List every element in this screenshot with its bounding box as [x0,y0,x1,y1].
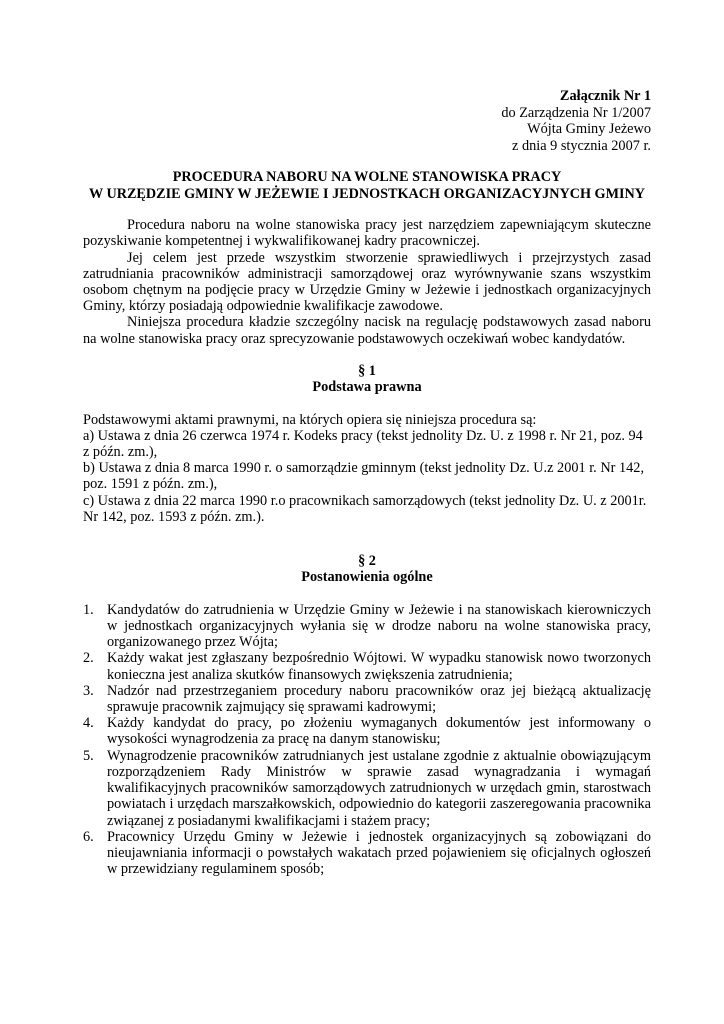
annex-date: z dnia 9 stycznia 2007 r. [512,137,651,154]
list-item [83,715,651,748]
list-item [83,650,651,683]
annex-number: Załącznik Nr 1 [559,88,651,104]
list-item-text: Nadzór nad przestrzeganiem procedury naboru pracowników oraz jej bieżącą aktualizację sprawuje pracownik zajmujący się sprawami kadrowymi; [107,682,651,716]
list-item-text: Każdy wakat jest zgłaszany bezpośrednio Wójtowi. W wypadku stanowisk nowo tworzonych konieczna jest analiza skutków finansowych zwiększenia zatrudnienia; [107,650,651,683]
list-item-number: 1. [83,601,94,618]
intro-paragraph-2: Jej celem jest przede wszystkim stworzenie sprawiedliwych i przejrzystych zasad zatrudniania pracowników administracji samorządowej oraz wyrównywanie szans wszystkim osobom chętnym na podjęcie pracy w Urzędzie Gminy w Jeżewie i jednostkach organizacyjnych Gminy, którzy posiadają odpowiednie kwalifikacje zawodowe. [83,249,651,315]
section-2-header [83,553,651,586]
legal-act-a-line-2: z późn. zm.), [83,444,158,461]
list-item-text: Każdy kandydat do pracy, po złożeniu wymaganych dokumentów jest informowany o wysokości wynagrodzenia za pracę na danym stanowisku; [107,715,651,748]
list-item-number: 2. [83,650,94,667]
list-item-number: 5. [83,747,94,764]
list-item [83,682,651,716]
list-item-number: 4. [83,715,94,732]
list-item [83,828,651,878]
legal-act-b-line-1: b) Ustawa z dnia 8 marca 1990 r. o samorządzie gminnym (tekst jednolity Dz. U.z 2001 r. Nr 142, [83,460,645,477]
section-1-heading: Podstawa prawna [312,379,422,396]
document-page [83,88,651,877]
section-1-header [83,363,651,396]
section-2-heading: Postanowienia ogólne [301,569,433,586]
document-title [83,169,651,202]
intro-paragraph-1: Procedura naboru na wolne stanowiska pracy jest narzędziem zapewniającym skuteczne pozyskiwanie kompetentnej i wykwalifikowanej kadry pracowniczej. [83,217,651,250]
legal-act-c-line-2: Nr 142, poz. 1593 z późn. zm.). [83,508,265,525]
list-item [83,601,651,651]
annex-issuer: Wójta Gminy Jeżewo [527,121,651,138]
list-item-number: 3. [83,682,94,699]
legal-act-c-line-1: c) Ustawa z dnia 22 marca 1990 r.o pracownikach samorządowych (tekst jednolity Dz. U. z 2001r. [83,492,647,509]
legal-basis [83,412,651,525]
intro-section [83,217,651,347]
list-item-text: Wynagrodzenie pracowników zatrudnianych jest ustalane zgodnie z aktualnie obowiązującym rozporządzeniem Rady Ministrów w sprawie zasad wynagradzania i wymagań kwalifikacyjnych pracowników samorządowych zatrudnionych w urzędach gmin, starostwach powiatach i urzędach marszałkowskich, odpowiednio do kategorii zaszeregowania pracownika związanej z posiadanymi kwalifikacjami i stażem pracy; [107,747,651,829]
intro-paragraph-3: Niniejsza procedura kładzie szczególny nacisk na regulację podstawowych zasad naboru na wolne stanowiska pracy oraz sprecyzowanie podstawowych oczekiwań wobec kandydatów. [83,314,651,347]
annex-header [83,88,651,154]
list-item-text: Pracownicy Urzędu Gminy w Jeżewie i jednostek organizacyjnych są zobowiązani do nieujawniania informacji o powstałych wakatach przed pojawieniem się oficjalnych ogłoszeń w przewidziany regulaminem sposób; [107,828,651,878]
section-2-symbol: § 2 [358,553,376,570]
legal-act-a-line-1: a) Ustawa z dnia 26 czerwca 1974 r. Kodeks pracy (tekst jednolity Dz. U. z 1998 r. Nr 21, poz. 94 [83,427,643,444]
legal-act-b-line-2: poz. 1591 z późn. zm.), [83,476,218,493]
title-line-1: PROCEDURA NABORU NA WOLNE STANOWISKA PRACY [172,169,562,186]
section-1-symbol: § 1 [358,362,376,379]
list-item [83,747,651,829]
list-item-number: 6. [83,828,94,845]
title-line-2: W URZĘDZIE GMINY W JEŻEWIE I JEDNOSTKACH ORGANIZACYJNYCH GMINY [88,185,645,202]
general-provisions-list [83,602,651,877]
list-item-text: Kandydatów do zatrudnienia w Urzędzie Gminy w Jeżewie i na stanowiskach kierowniczych w jednostkach organizacyjnych wyłania się w drodze naboru na wolne stanowiska pracy, organizowanego przez Wójta; [107,601,651,651]
annex-ordinance: do Zarządzenia Nr 1/2007 [501,104,651,121]
legal-basis-lead: Podstawowymi aktami prawnymi, na których opiera się niniejsza procedura są: [83,411,537,428]
